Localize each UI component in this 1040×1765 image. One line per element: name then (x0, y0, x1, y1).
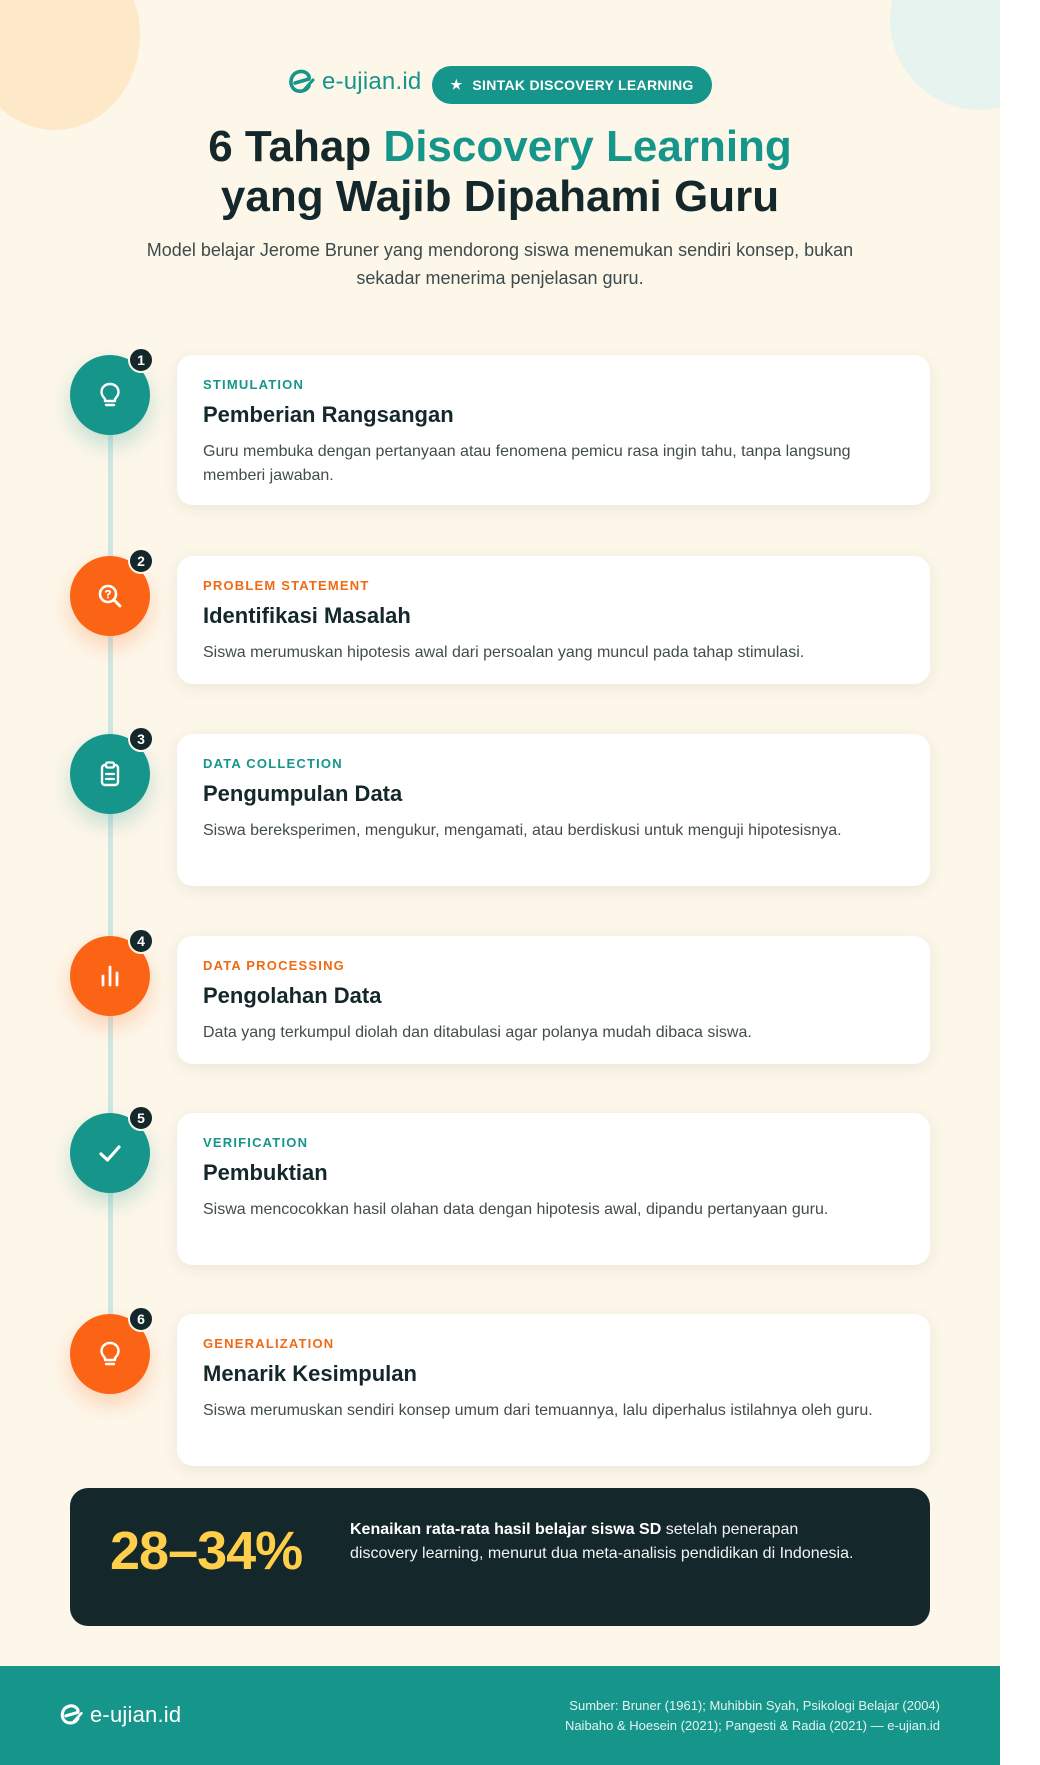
step-1-desc: Guru membuka dengan pertanyaan atau fenomena pemicu rasa ingin tahu, tanpa langsung memberi jawaban. (203, 443, 851, 484)
step-5-kicker: VERIFICATION (203, 1135, 309, 1150)
step-5-desc: Siswa mencocokkan hasil olahan data dengan hipotesis awal, dipandu pertanyaan guru. (203, 1201, 829, 1218)
search-question-icon (95, 581, 125, 611)
clipboard-icon (95, 759, 125, 789)
step-2-card (177, 556, 930, 684)
brand-logo-text: e-ujian.id (322, 68, 422, 95)
sources (565, 1696, 940, 1736)
step-1-kicker: STIMULATION (203, 377, 305, 392)
step-6-number: 6 (128, 1306, 154, 1332)
step-4-card (177, 936, 930, 1064)
title-part1: 6 Tahap (208, 122, 384, 171)
step-2-desc: Siswa merumuskan hipotesis awal dari persoalan yang muncul pada tahap stimulasi. (203, 644, 805, 661)
stat-value: 28–34% (110, 1521, 303, 1581)
step-4-kicker: DATA PROCESSING (203, 958, 345, 973)
lightbulb-icon (95, 1339, 125, 1369)
check-icon (95, 1138, 125, 1168)
step-1-title: Pemberian Rangsangan (203, 402, 454, 427)
title-line2: yang Wajib Dipahami Guru (220, 172, 780, 221)
footer-logo[interactable] (58, 1702, 181, 1728)
lightbulb-icon (95, 380, 125, 410)
footer-logo-text: e-ujian.id (90, 1702, 182, 1727)
step-3-card (177, 734, 930, 886)
stat-description (350, 1518, 870, 1566)
step-2-kicker: PROBLEM STATEMENT (203, 578, 370, 593)
topic-badge (432, 66, 712, 104)
bar-chart-icon (95, 961, 125, 991)
step-6-kicker: GENERALIZATION (203, 1336, 335, 1351)
page-subtitle: Model belajar Jerome Bruner yang mendorong siswa menemukan sendiri konsep, bukan sekadar menerima penjelasan guru. (146, 240, 854, 288)
source-line-2: Naibaho & Hoesein (2021); Pangesti & Radia (2021) — e-ujian.id (564, 1718, 940, 1733)
step-3-title: Pengumpulan Data (203, 781, 403, 806)
step-4-desc: Data yang terkumpul diolah dan ditabulasi agar polanya mudah dibaca siswa. (203, 1024, 752, 1041)
brand-row (0, 60, 1000, 106)
source-line-1: Sumber: Bruner (1961); Muhibbin Syah, Psikologi Belajar (2004) (569, 1698, 940, 1713)
step-5-title: Pembuktian (203, 1160, 328, 1185)
step-3-desc: Siswa bereksperimen, mengukur, mengamati, atau berdiskusi untuk menguji hipotesisnya. (203, 822, 842, 839)
page-title (0, 122, 1000, 222)
step-6-title: Menarik Kesimpulan (203, 1361, 417, 1386)
step-5-number: 5 (128, 1105, 154, 1131)
brand-logo[interactable] (286, 62, 421, 102)
footer (0, 1666, 1000, 1765)
step-6-card (177, 1314, 930, 1466)
step-4-number: 4 (128, 928, 154, 954)
step-2-number: 2 (128, 548, 154, 574)
step-1-number: 1 (128, 347, 154, 373)
step-1-card (177, 355, 930, 505)
step-4-title: Pengolahan Data (203, 983, 382, 1008)
stat-bold-text: Kenaikan rata-rata hasil belajar siswa SD (350, 1521, 662, 1538)
star-icon: ★ (450, 77, 463, 92)
step-5-card (177, 1113, 930, 1265)
stat-rest-text: setelah penerapan discovery learning, menurut dua meta-analisis pendidikan di Indonesia. (350, 1521, 854, 1562)
stat-box (70, 1488, 930, 1626)
step-2-title: Identifikasi Masalah (203, 603, 411, 628)
timeline-line (108, 395, 113, 1375)
topic-badge-label: SINTAK DISCOVERY LEARNING (472, 77, 694, 93)
title-accent: Discovery Learning (383, 122, 792, 171)
step-3-number: 3 (128, 726, 154, 752)
step-3-kicker: DATA COLLECTION (203, 756, 343, 771)
e-logo-icon (58, 1702, 84, 1728)
step-6-desc: Siswa merumuskan sendiri konsep umum dari temuannya, lalu diperhalus istilahnya oleh guru. (203, 1402, 873, 1419)
e-logo-icon (286, 67, 316, 97)
